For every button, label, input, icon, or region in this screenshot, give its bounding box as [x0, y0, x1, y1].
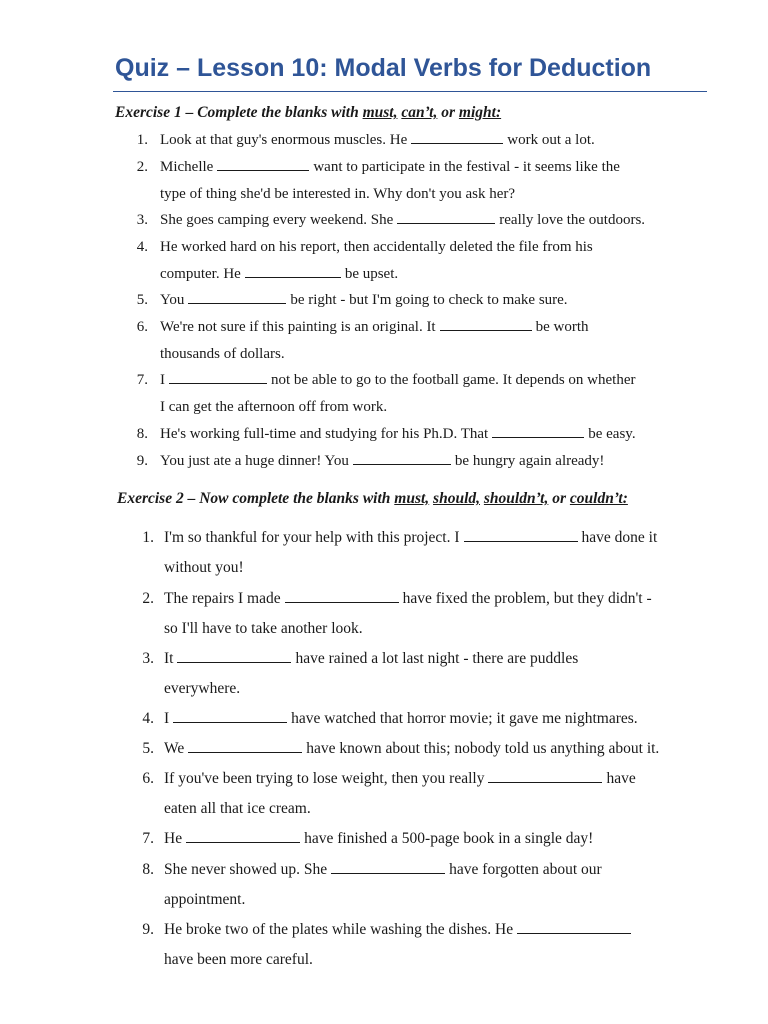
- item-text-before: She goes camping every weekend. She: [160, 212, 394, 228]
- word-sep: or: [548, 490, 570, 507]
- item-number: 2.: [136, 159, 148, 175]
- word-sep: or: [437, 104, 459, 121]
- item-line: [164, 862, 602, 878]
- item-line: [164, 651, 578, 667]
- answer-blank[interactable]: [488, 781, 602, 783]
- item-text-before: I'm so thankful for your help with this project. I: [164, 529, 460, 546]
- item-text-before: You: [160, 292, 185, 308]
- item-text-after: have forgotten about our: [449, 861, 602, 878]
- item-text-before: He's working full-time and studying for his Ph.D. That: [160, 426, 489, 442]
- item-number: 6.: [142, 770, 154, 787]
- item-text-before: computer. He: [160, 266, 241, 282]
- item-number: 4.: [136, 239, 148, 255]
- exercise2-heading-prefix: Exercise 2 – Now complete the blanks with: [117, 490, 395, 507]
- item-text-after: have: [606, 770, 636, 787]
- item-continuation: so I'll have to take another look.: [164, 620, 363, 637]
- item-text-after: want to participate in the festival - it seems like the: [313, 159, 620, 175]
- item-line: [160, 427, 636, 442]
- item-number: 5.: [142, 740, 154, 757]
- item-continuation: type of thing she'd be interested in. Why don't you ask her?: [160, 186, 516, 202]
- item-number: 8.: [136, 426, 148, 442]
- answer-blank[interactable]: [245, 276, 341, 278]
- word-couldnt: couldn’t:: [569, 490, 628, 507]
- answer-blank[interactable]: [173, 721, 287, 723]
- item-text-before: I: [160, 372, 165, 388]
- title-rule: [113, 91, 707, 92]
- item-number: 4.: [142, 710, 154, 727]
- answer-blank[interactable]: [440, 329, 532, 331]
- answer-blank[interactable]: [188, 751, 302, 753]
- word-should: should,: [433, 490, 481, 507]
- answer-blank[interactable]: [397, 222, 495, 224]
- item-text-after: not be able to go to the football game. It depends on whether: [271, 372, 636, 388]
- item-continuation: thousands of dollars.: [160, 346, 285, 362]
- word-cant: can’t,: [401, 104, 438, 121]
- item-line: [160, 454, 604, 469]
- answer-blank[interactable]: [177, 661, 291, 663]
- exercise1-heading-prefix: Exercise 1 – Complete the blanks with: [115, 104, 363, 121]
- item-line: [164, 711, 638, 727]
- item-continuation: have been more careful.: [164, 951, 313, 968]
- item-continuation: I can get the afternoon off from work.: [160, 399, 388, 415]
- item-text-before: Michelle: [160, 159, 214, 175]
- exercise2-heading: [117, 490, 628, 508]
- item-number: 7.: [136, 372, 148, 388]
- item-line: [164, 831, 593, 847]
- item-text-after: have done it: [581, 529, 658, 546]
- item-text-before: We're not sure if this painting is an original. It: [160, 319, 436, 335]
- item-line: [164, 591, 652, 607]
- exercise1-heading: [115, 104, 501, 122]
- item-continuation: eaten all that ice cream.: [164, 800, 311, 817]
- item-line: [164, 530, 657, 546]
- item-text-after: have known about this; nobody told us anything about it.: [306, 740, 660, 757]
- item-text-after: have watched that horror movie; it gave me nightmares.: [291, 710, 638, 727]
- item-number: 7.: [142, 830, 154, 847]
- item-number: 1.: [136, 132, 148, 148]
- item-text-before: You just ate a huge dinner! You: [160, 453, 349, 469]
- item-text-after: be worth: [535, 319, 589, 335]
- answer-blank[interactable]: [464, 540, 578, 542]
- item-continuation: everywhere.: [164, 680, 241, 697]
- answer-blank[interactable]: [169, 382, 267, 384]
- page-title: Quiz – Lesson 10: Modal Verbs for Deduction: [115, 54, 652, 82]
- item-text-after: be easy.: [588, 426, 636, 442]
- item-number: 9.: [136, 453, 148, 469]
- item-line: [160, 213, 645, 228]
- item-number: 3.: [136, 212, 148, 228]
- item-continuation: appointment.: [164, 891, 246, 908]
- item-line: [164, 741, 659, 757]
- item-text-before: I: [164, 710, 170, 727]
- item-line: [160, 133, 595, 148]
- item-line: [160, 160, 620, 175]
- item-continuation: without you!: [164, 559, 244, 576]
- answer-blank[interactable]: [186, 841, 300, 843]
- item-text-before: We: [164, 740, 185, 757]
- word-shouldnt: shouldn’t,: [483, 490, 549, 507]
- answer-blank[interactable]: [285, 601, 399, 603]
- item-line: [160, 320, 589, 335]
- item-line: [164, 771, 636, 787]
- item-line: [160, 267, 398, 282]
- item-text-before: It: [164, 650, 174, 667]
- answer-blank[interactable]: [353, 463, 451, 465]
- item-number: 9.: [142, 921, 154, 938]
- answer-blank[interactable]: [492, 436, 584, 438]
- item-text-after: really love the outdoors.: [499, 212, 646, 228]
- item-text-after: be right - but I'm going to check to make sure.: [290, 292, 568, 308]
- item-text-after: have finished a 500-page book in a single day!: [304, 830, 594, 847]
- word-might: might:: [458, 104, 502, 121]
- item-text-after: work out a lot.: [507, 132, 595, 148]
- answer-blank[interactable]: [331, 872, 445, 874]
- item-text-after: be hungry again already!: [454, 453, 605, 469]
- item-text-before: He broke two of the plates while washing the dishes. He: [164, 921, 514, 938]
- item-number: 1.: [142, 529, 154, 546]
- item-number: 5.: [136, 292, 148, 308]
- item-number: 8.: [142, 861, 154, 878]
- item-text-before: If you've been trying to lose weight, then you really: [164, 770, 485, 787]
- answer-blank[interactable]: [188, 302, 286, 304]
- item-text-before: She never showed up. She: [164, 861, 328, 878]
- item-text-after: have fixed the problem, but they didn't -: [402, 590, 652, 607]
- item-text-before: He: [164, 830, 183, 847]
- answer-blank[interactable]: [411, 142, 503, 144]
- item-line: [164, 922, 635, 938]
- item-text-before: The repairs I made: [164, 590, 281, 607]
- item-number: 2.: [142, 590, 154, 607]
- answer-blank[interactable]: [217, 169, 309, 171]
- answer-blank[interactable]: [517, 932, 631, 934]
- word-must: must,: [394, 490, 430, 507]
- item-text-before: Look at that guy's enormous muscles. He: [160, 132, 408, 148]
- item-line: [160, 293, 568, 308]
- item-number: 3.: [142, 650, 154, 667]
- item-line: [160, 373, 635, 388]
- item-line: He worked hard on his report, then accidentally deleted the file from his: [160, 239, 593, 255]
- item-text-after: be upset.: [344, 266, 399, 282]
- item-number: 6.: [136, 319, 148, 335]
- item-text-after: have rained a lot last night - there are puddles: [295, 650, 579, 667]
- word-must: must,: [362, 104, 398, 121]
